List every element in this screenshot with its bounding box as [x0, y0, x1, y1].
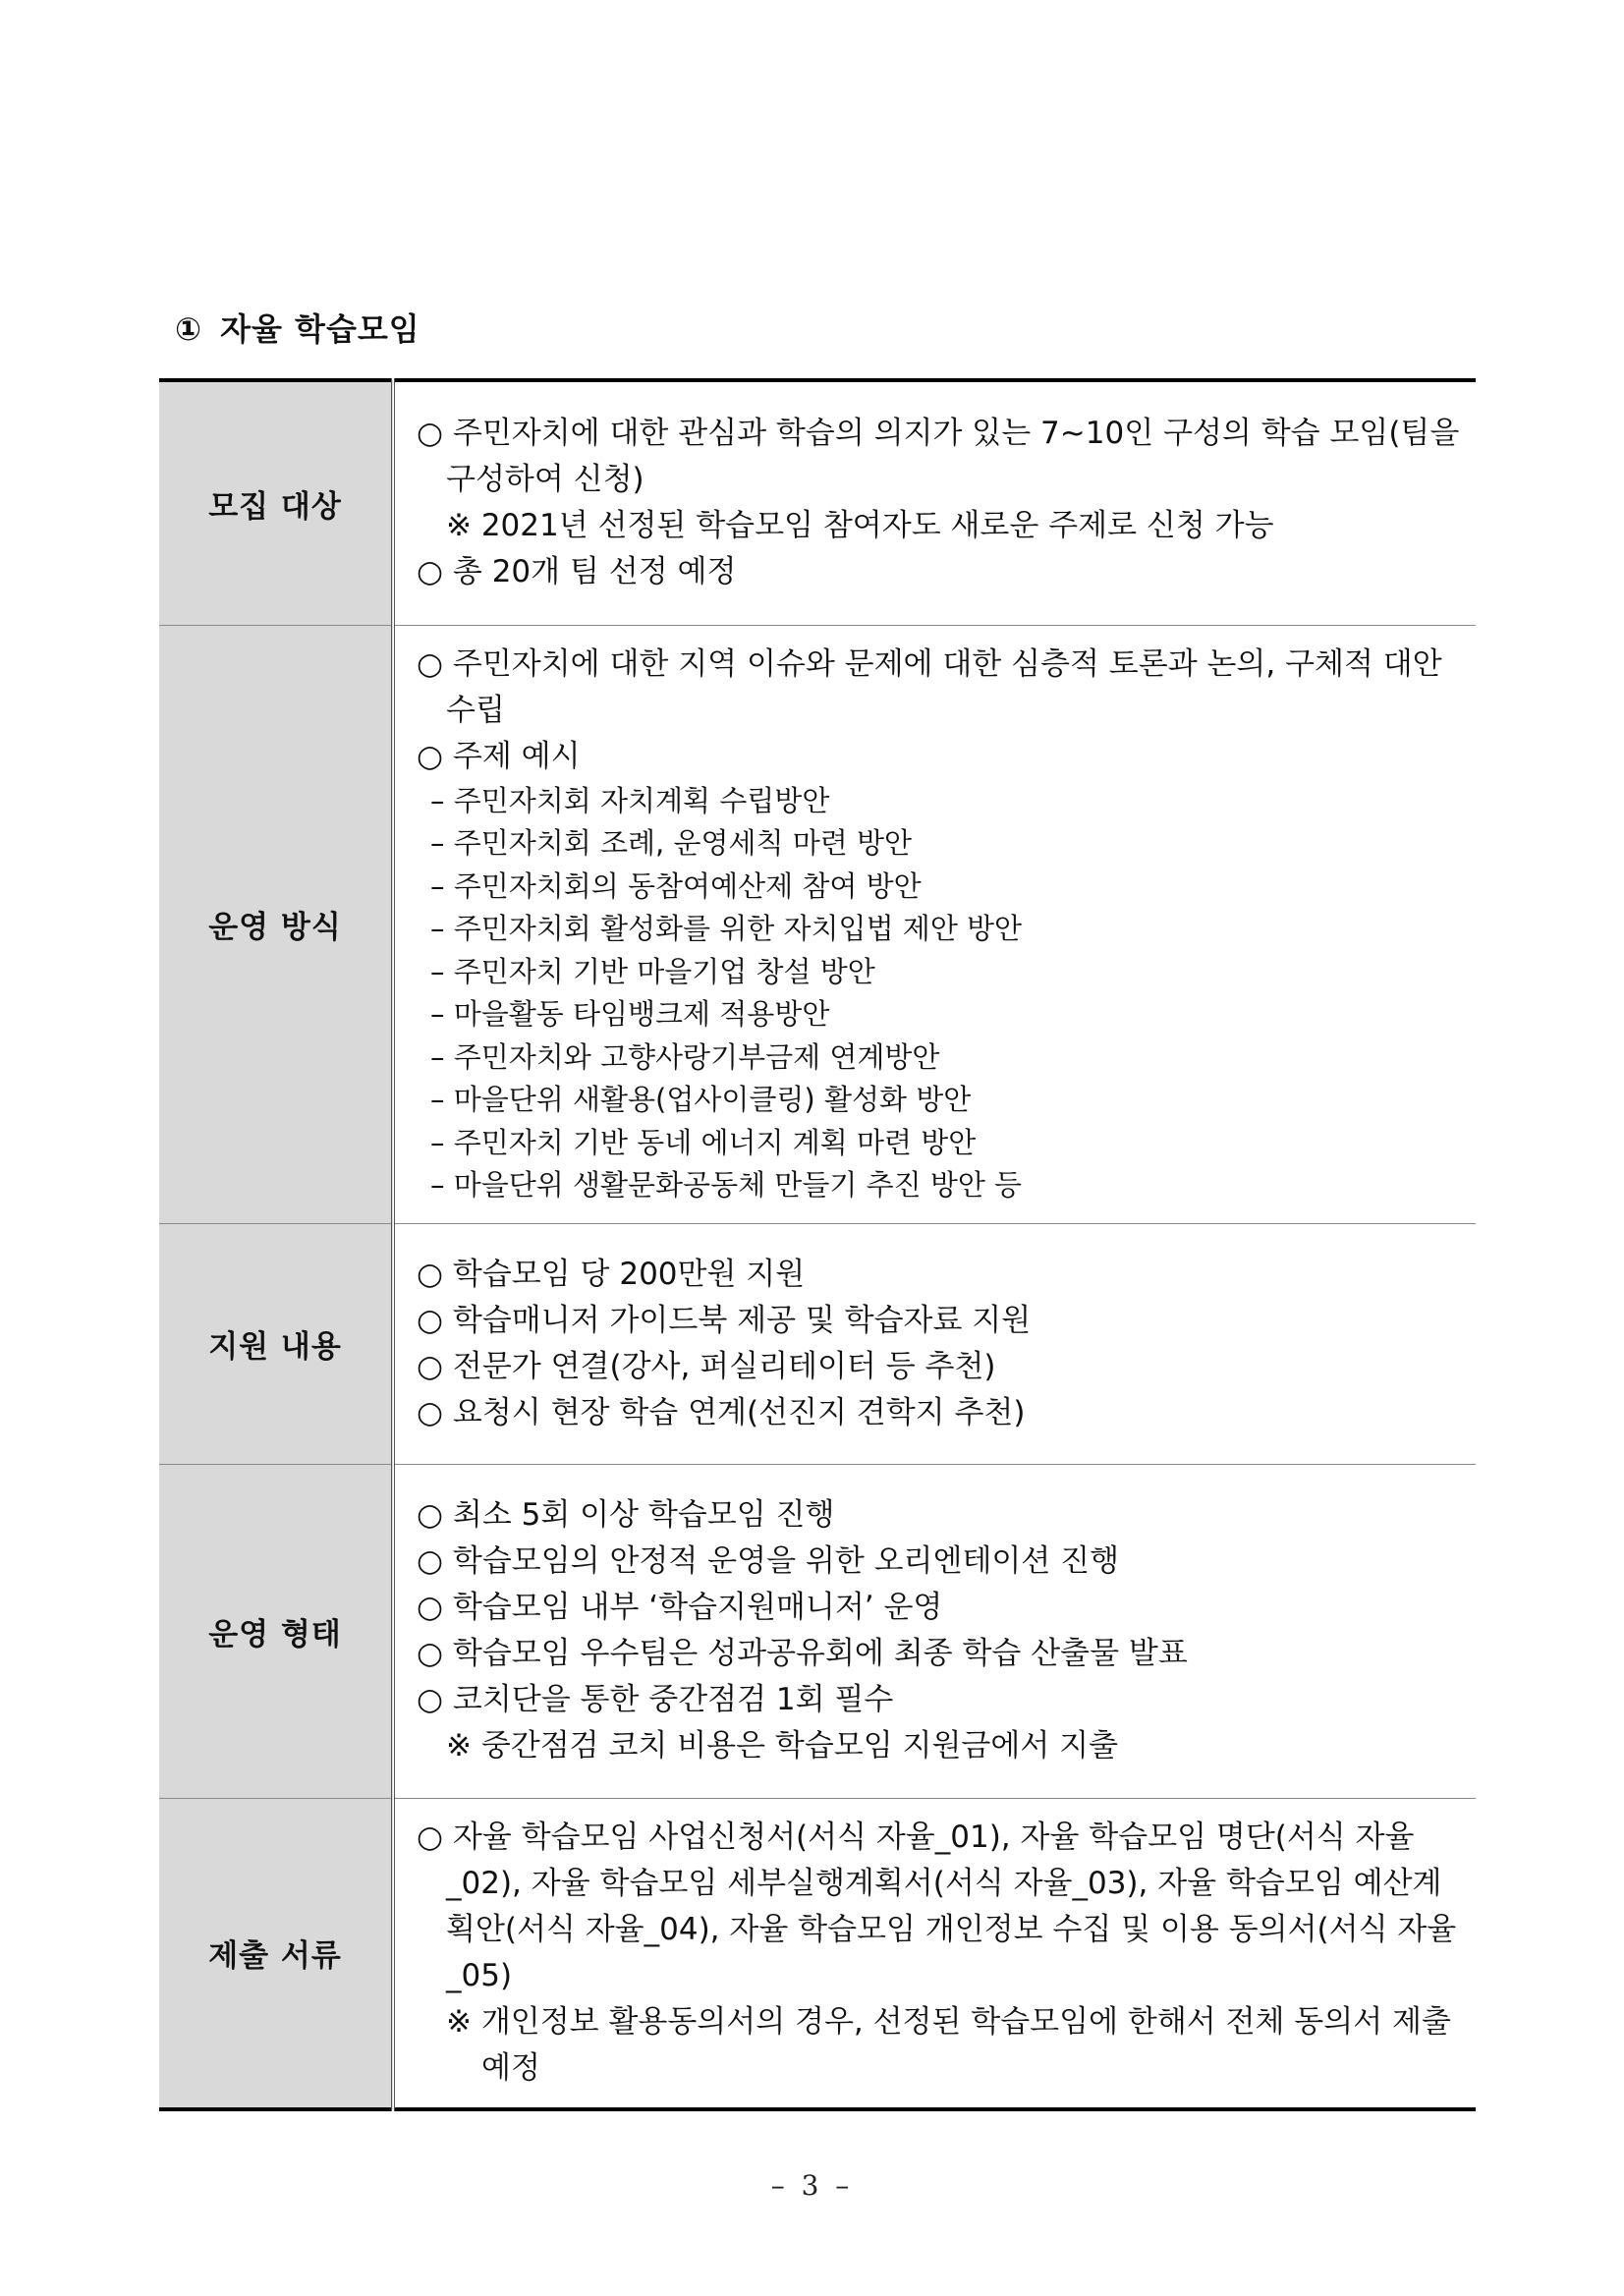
row-content-recruitment: [393, 380, 1476, 625]
topic-example-item: – 마을단위 새활용(업사이클링) 활성화 방안: [430, 1083, 972, 1116]
note-item: ※ 중간점검 코치 비용은 학습모임 지원금에서 지출: [446, 1728, 1119, 1764]
row-label-support: 지원 내용: [159, 1223, 393, 1464]
row-label-operation-type: 운영 형태: [159, 1464, 393, 1798]
table-row-operation-type: [159, 1464, 1476, 1798]
section-number: ①: [175, 310, 203, 348]
list-item: ○ 학습모임 우수팀은 성과공유회에 최종 학습 산출물 발표: [417, 1636, 1188, 1671]
topic-example-item: – 주민자치회의 동참여예산제 참여 방안: [430, 868, 922, 903]
list-item: ○ 학습모임의 안정적 운영을 위한 오리엔테이션 진행: [417, 1543, 1120, 1579]
table-row-operation-method: [159, 625, 1476, 1223]
topic-example-item: – 주민자치 기반 동네 에너지 계획 마련 방안: [430, 1125, 977, 1159]
row-label-recruitment: 모집 대상: [159, 380, 393, 625]
row-content-support: [393, 1223, 1476, 1464]
list-item: ○ 최소 5회 이상 학습모임 진행: [417, 1497, 835, 1533]
section-title: [175, 305, 420, 350]
topic-example-item: – 주민자치회 조례, 운영세칙 마련 방안: [430, 826, 913, 860]
row-label-documents: 제출 서류: [159, 1798, 393, 2109]
row-content-operation-type: [393, 1464, 1476, 1798]
row-content-operation-method: [393, 625, 1476, 1223]
page-number: – 3 –: [770, 2169, 854, 2202]
list-item: ○ 총 20개 팀 선정 예정: [417, 554, 737, 590]
row-content-documents: [393, 1798, 1476, 2109]
program-info-table: [159, 378, 1476, 2111]
list-item: ○ 학습모임 당 200만원 지원: [417, 1256, 806, 1292]
table-row-recruitment: [159, 380, 1476, 625]
note-item: ※ 개인정보 활용동의서의 경우, 선정된 학습모임에 한해서 전체 동의서 제출 예정: [446, 2003, 1451, 2086]
section-title-text: 자율 학습모임: [220, 310, 420, 348]
topic-example-item: – 마을활동 타임뱅크제 적용방안: [430, 997, 830, 1031]
topic-example-item: – 주민자치회 자치계획 수립방안: [430, 783, 830, 817]
list-item: ○ 요청시 현장 학습 연계(선진지 견학지 추천): [417, 1394, 1026, 1430]
list-item: ○ 주민자치에 대한 지역 이슈와 문제에 대한 심층적 토론과 논의, 구체적 대안 수립: [417, 645, 1442, 728]
list-item: ○ 자율 학습모임 사업신청서(서식 자율_01), 자율 학습모임 명단(서식 자율_02), 자율 학습모임 세부실행계획서(서식 자율_03), 자율 학습모임 예산계획안(서식 자율_04), 자율 학습모임 개인정보 수집 및 이용 동의서(서식 자율_05): [417, 1819, 1457, 1993]
topic-example-item: – 주민자치와 고향사랑기부금제 연계방안: [430, 1039, 940, 1074]
list-item: ○ 주민자치에 대한 관심과 학습의 의지가 있는 7~10인 구성의 학습 모임(팀을 구성하여 신청): [417, 416, 1460, 498]
row-label-operation-method: 운영 방식: [159, 625, 393, 1223]
table-row-documents: [159, 1798, 1476, 2109]
list-item: ○ 학습매니저 가이드북 제공 및 학습자료 지원: [417, 1302, 1032, 1338]
topic-example-item: – 주민자치 기반 마을기업 창설 방안: [430, 954, 875, 988]
topic-example-item: – 주민자치회 활성화를 위한 자치입법 제안 방안: [430, 912, 1023, 945]
table-row-support: [159, 1223, 1476, 1464]
list-item: ○ 전문가 연결(강사, 퍼실리테이터 등 추천): [417, 1348, 996, 1384]
note-item: ※ 2021년 선정된 학습모임 참여자도 새로운 주제로 신청 가능: [446, 508, 1274, 544]
topic-example-item: – 마을단위 생활문화공동체 만들기 추진 방안 등: [430, 1168, 1023, 1202]
list-item: ○ 코치단을 통한 중간점검 1회 필수: [417, 1682, 894, 1717]
list-item: ○ 주제 예시: [417, 738, 581, 774]
list-item: ○ 학습모임 내부 ‘학습지원매니저’ 운영: [417, 1590, 943, 1625]
